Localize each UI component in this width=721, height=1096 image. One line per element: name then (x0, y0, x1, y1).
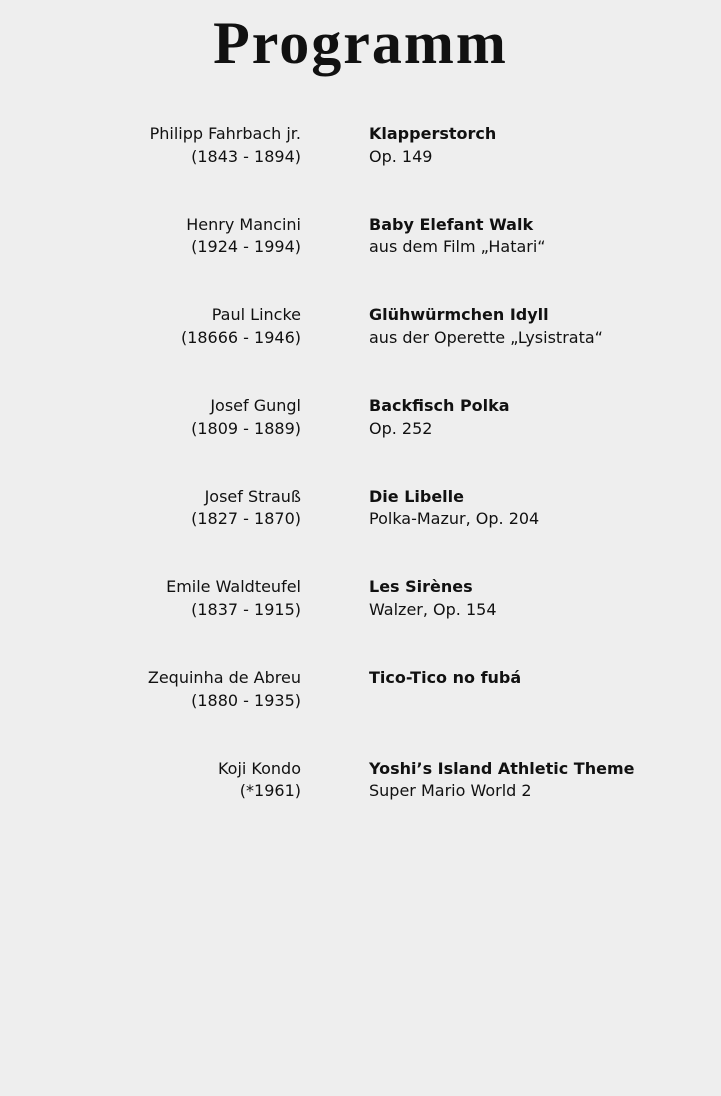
work-block (369, 304, 709, 349)
work-title: Backfisch Polka (369, 396, 510, 416)
composer-name: Henry Mancini (186, 214, 301, 234)
composer-block (21, 667, 301, 712)
work-block (369, 214, 709, 259)
program-entry (0, 395, 721, 486)
composer-block (21, 395, 301, 440)
composer-name: Emile Waldteufel (166, 577, 301, 597)
composer-name: Josef Gungl (210, 396, 301, 416)
work-block (369, 395, 709, 440)
composer-name: Zequinha de Abreu (147, 668, 301, 688)
composer-name: Josef Strauß (204, 486, 301, 506)
composer-block (21, 304, 301, 349)
work-subtitle: aus dem Film „Hatari“ (369, 237, 546, 257)
work-title: Les Sirènes (369, 577, 473, 597)
work-block (369, 123, 709, 168)
composer-years: (1880 - 1935) (191, 690, 301, 710)
composer-years: (1827 - 1870) (191, 509, 301, 529)
composer-years: (18666 - 1946) (180, 327, 301, 347)
composer-block (21, 123, 301, 168)
composer-name: Paul Lincke (211, 305, 301, 325)
program-entry (0, 214, 721, 305)
composer-name: Koji Kondo (217, 758, 301, 778)
work-block (369, 486, 709, 531)
program-entry (0, 304, 721, 395)
work-block (369, 667, 709, 690)
work-title: Die Libelle (369, 486, 464, 506)
program-list (0, 123, 721, 849)
composer-years: (1924 - 1994) (191, 237, 301, 257)
work-title: Baby Elefant Walk (369, 214, 534, 234)
composer-block (21, 758, 301, 803)
work-subtitle: Polka-Mazur, Op. 204 (369, 509, 540, 529)
work-block (369, 758, 709, 803)
work-title: Klapperstorch (369, 124, 497, 143)
work-title: Tico-Tico no fubá (369, 668, 522, 688)
program-entry (0, 758, 721, 849)
page-title: Programm (213, 10, 508, 76)
program-entry (0, 123, 721, 214)
program-entry (0, 576, 721, 667)
work-subtitle: Walzer, Op. 154 (369, 599, 497, 619)
composer-name: Philipp Fahrbach jr. (149, 124, 301, 143)
program-entry (0, 486, 721, 577)
composer-years: (1843 - 1894) (191, 146, 301, 166)
work-title: Glühwürmchen Idyll (369, 305, 549, 325)
composer-block (21, 576, 301, 621)
work-subtitle: Op. 149 (369, 146, 433, 166)
work-block (369, 576, 709, 621)
composer-years: (*1961) (239, 781, 301, 801)
work-subtitle: Op. 252 (369, 418, 433, 438)
work-subtitle: Super Mario World 2 (369, 781, 532, 801)
work-title: Yoshi’s Island Athletic Theme (369, 758, 635, 778)
work-subtitle: aus der Operette „Lysistrata“ (369, 327, 603, 347)
composer-years: (1837 - 1915) (191, 599, 301, 619)
program-entry (0, 667, 721, 758)
composer-block (21, 486, 301, 531)
composer-block (21, 214, 301, 259)
composer-years: (1809 - 1889) (191, 418, 301, 438)
